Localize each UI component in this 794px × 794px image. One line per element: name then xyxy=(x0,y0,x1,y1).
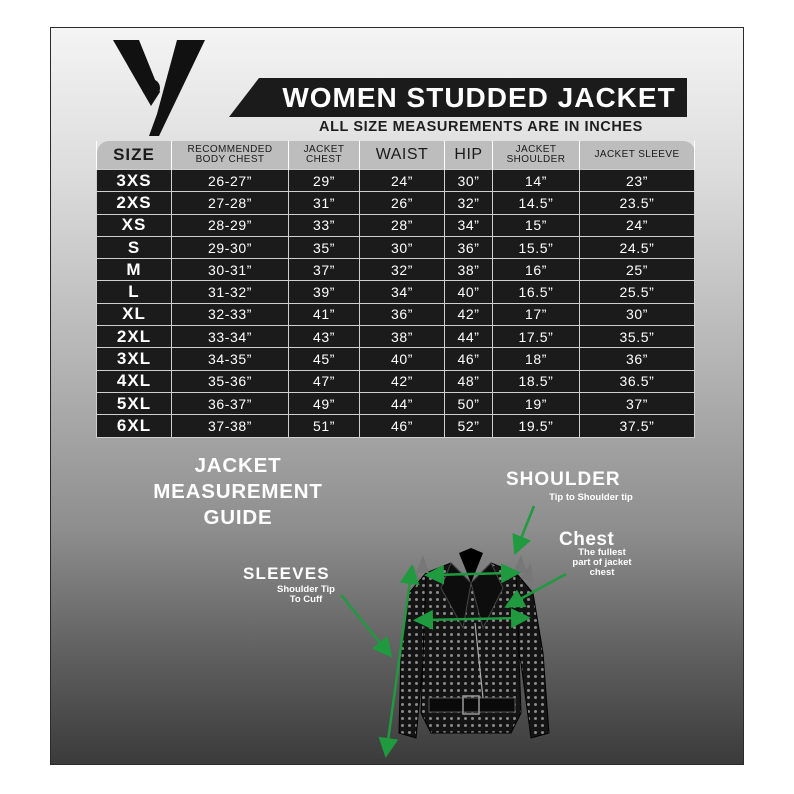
measurement-cell: 35.5” xyxy=(580,326,695,348)
measurement-cell: 15.5” xyxy=(493,236,580,258)
measurement-cell: 37” xyxy=(289,259,360,281)
measurement-guide-title xyxy=(123,453,353,531)
page-title: WOMEN STUDDED JACKET xyxy=(282,82,676,113)
guide-title-line: MEASUREMENT xyxy=(153,480,323,503)
size-chart-card xyxy=(50,27,744,765)
column-header: HIP xyxy=(445,141,493,170)
measurement-cell: 28” xyxy=(360,214,445,236)
measurement-cell: 36” xyxy=(360,303,445,325)
measurement-cell: 44” xyxy=(445,326,493,348)
measurement-cell: 37.5” xyxy=(580,415,695,437)
measurement-cell: 24.5” xyxy=(580,236,695,258)
shoulder-description: Tip to Shoulder tip xyxy=(549,492,633,503)
measurement-cell: 25.5” xyxy=(580,281,695,303)
measurement-cell: 14” xyxy=(493,170,580,192)
measurement-cell: 32” xyxy=(445,192,493,214)
measurement-cell: 49” xyxy=(289,392,360,414)
measurement-cell: 38” xyxy=(445,259,493,281)
size-cell: 3XL xyxy=(97,348,172,370)
table-row xyxy=(97,303,695,325)
table-row xyxy=(97,170,695,192)
measurement-cell: 45” xyxy=(289,348,360,370)
table-row xyxy=(97,192,695,214)
measurement-cell: 25” xyxy=(580,259,695,281)
size-cell: XL xyxy=(97,303,172,325)
sleeves-description xyxy=(251,585,361,605)
measurement-cell: 23.5” xyxy=(580,192,695,214)
guide-title-line: GUIDE xyxy=(203,506,273,529)
size-cell: M xyxy=(97,259,172,281)
size-cell: S xyxy=(97,236,172,258)
measurement-cell: 26-27” xyxy=(172,170,289,192)
measurement-cell: 31-32” xyxy=(172,281,289,303)
measurement-cell: 40” xyxy=(445,281,493,303)
measurement-cell: 17” xyxy=(493,303,580,325)
size-cell: 4XL xyxy=(97,370,172,392)
measurement-cell: 34-35” xyxy=(172,348,289,370)
measurement-cell: 18” xyxy=(493,348,580,370)
measurement-cell: 19.5” xyxy=(493,415,580,437)
measurement-cell: 47” xyxy=(289,370,360,392)
measurement-cell: 19” xyxy=(493,392,580,414)
title-banner xyxy=(229,78,687,117)
measurement-cell: 36-37” xyxy=(172,392,289,414)
measurement-cell: 33” xyxy=(289,214,360,236)
measurement-cell: 37” xyxy=(580,392,695,414)
measurement-cell: 30” xyxy=(580,303,695,325)
brand-logo-v-icon xyxy=(113,36,205,136)
measurement-cell: 46” xyxy=(360,415,445,437)
measurement-cell: 16.5” xyxy=(493,281,580,303)
measurement-cell: 33-34” xyxy=(172,326,289,348)
table-row xyxy=(97,348,695,370)
measurement-cell: 30-31” xyxy=(172,259,289,281)
measurement-cell: 36” xyxy=(580,348,695,370)
sleeves-label: SLEEVES xyxy=(243,564,330,583)
size-cell: 3XS xyxy=(97,170,172,192)
column-header: JACKET SLEEVE xyxy=(580,141,695,170)
measurement-cell: 32” xyxy=(360,259,445,281)
measurement-cell: 28-29” xyxy=(172,214,289,236)
column-header: WAIST xyxy=(360,141,445,170)
studded-jacket-image xyxy=(371,533,571,763)
size-chart-table xyxy=(96,141,695,438)
measurement-cell: 38” xyxy=(360,326,445,348)
subtitle: ALL SIZE MEASUREMENTS ARE IN INCHES xyxy=(319,119,643,135)
measurement-cell: 17.5” xyxy=(493,326,580,348)
table-row xyxy=(97,326,695,348)
column-header: RECOMMENDED BODY CHEST xyxy=(172,141,289,170)
table-body xyxy=(97,170,695,438)
table-row xyxy=(97,415,695,437)
measurement-cell: 51” xyxy=(289,415,360,437)
measurement-cell: 48” xyxy=(445,370,493,392)
measurement-cell: 41” xyxy=(289,303,360,325)
measurement-cell: 18.5” xyxy=(493,370,580,392)
measurement-cell: 36” xyxy=(445,236,493,258)
measurement-cell: 16” xyxy=(493,259,580,281)
measurement-cell: 32-33” xyxy=(172,303,289,325)
measurement-cell: 37-38” xyxy=(172,415,289,437)
measurement-cell: 31” xyxy=(289,192,360,214)
column-header: JACKET SHOULDER xyxy=(493,141,580,170)
measurement-cell: 35” xyxy=(289,236,360,258)
size-cell: 2XS xyxy=(97,192,172,214)
measurement-cell: 43” xyxy=(289,326,360,348)
size-cell: 6XL xyxy=(97,415,172,437)
table-row xyxy=(97,281,695,303)
chest-desc-line: part of jacket xyxy=(572,557,632,568)
size-cell: 2XL xyxy=(97,326,172,348)
table-row xyxy=(97,236,695,258)
table-row xyxy=(97,259,695,281)
measurement-cell: 27-28” xyxy=(172,192,289,214)
sleeves-desc-line: To Cuff xyxy=(289,594,323,605)
chest-desc-line: The fullest xyxy=(578,547,626,558)
measurement-cell: 24” xyxy=(360,170,445,192)
table-row xyxy=(97,370,695,392)
measurement-cell: 24” xyxy=(580,214,695,236)
guide-title-line: JACKET xyxy=(194,454,282,477)
table-header-row xyxy=(97,141,695,170)
size-cell: XS xyxy=(97,214,172,236)
measurement-cell: 34” xyxy=(360,281,445,303)
measurement-cell: 39” xyxy=(289,281,360,303)
table-row xyxy=(97,214,695,236)
chest-desc-line: chest xyxy=(589,567,615,578)
measurement-cell: 46” xyxy=(445,348,493,370)
measurement-cell: 35-36” xyxy=(172,370,289,392)
chest-label: Chest xyxy=(559,529,615,550)
measurement-cell: 23” xyxy=(580,170,695,192)
measurement-cell: 44” xyxy=(360,392,445,414)
measurement-cell: 34” xyxy=(445,214,493,236)
measurement-cell: 29-30” xyxy=(172,236,289,258)
measurement-cell: 36.5” xyxy=(580,370,695,392)
measurement-cell: 52” xyxy=(445,415,493,437)
measurement-cell: 30” xyxy=(445,170,493,192)
measurement-cell: 30” xyxy=(360,236,445,258)
sleeves-desc-line: Shoulder Tip xyxy=(277,584,335,595)
size-cell: L xyxy=(97,281,172,303)
measurement-cell: 15” xyxy=(493,214,580,236)
measurement-cell: 42” xyxy=(445,303,493,325)
measurement-cell: 29” xyxy=(289,170,360,192)
table-row xyxy=(97,392,695,414)
measurement-cell: 50” xyxy=(445,392,493,414)
size-cell: 5XL xyxy=(97,392,172,414)
measurement-cell: 40” xyxy=(360,348,445,370)
measurement-cell: 42” xyxy=(360,370,445,392)
measurement-cell: 14.5” xyxy=(493,192,580,214)
measurement-cell: 26” xyxy=(360,192,445,214)
shoulder-label: SHOULDER xyxy=(506,469,621,490)
column-header: JACKET CHEST xyxy=(289,141,360,170)
column-header: SIZE xyxy=(97,141,172,170)
